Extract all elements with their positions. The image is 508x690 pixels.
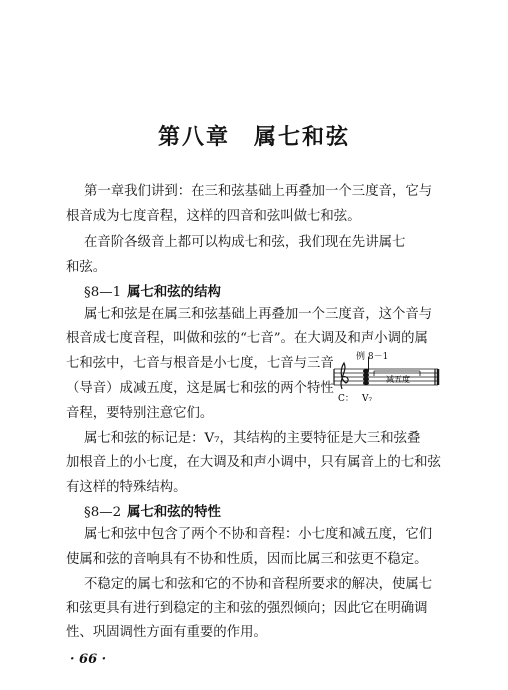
paragraph-line: 不稳定的属七和弦和它的不协和音程所要求的解决，使属七 bbox=[84, 577, 433, 592]
chapter-title: 第八章 属七和弦 bbox=[157, 124, 350, 150]
chord-symbol: V₇ bbox=[362, 394, 373, 404]
key-label: C： bbox=[338, 394, 354, 404]
paragraph-line: 使属和弦的音响具有不协和性质，因而比属三和弦更不稳定。 bbox=[66, 552, 428, 567]
page-number: · 66 · bbox=[70, 652, 107, 667]
section-heading-8-2 bbox=[84, 503, 440, 522]
paragraph-line: （导音）成减五度，这是属七和弦的两个特性 bbox=[66, 381, 334, 396]
paragraph-line: 和弦。 bbox=[66, 260, 107, 275]
paragraph-line: 音程，要特别注意它们。 bbox=[66, 406, 214, 421]
section-title: 属七和弦的特性 bbox=[127, 504, 221, 520]
section-title: 属七和弦的结构 bbox=[127, 284, 221, 300]
paragraph-line: 加根音上的小七度，在大调及和声小调中，只有属音上的七和弦 bbox=[66, 455, 441, 470]
example-label: 例 8－1 bbox=[356, 352, 389, 362]
section-number: §8—1 bbox=[84, 285, 122, 300]
bracket-label: 减五度 bbox=[386, 375, 410, 384]
staff-notation bbox=[330, 349, 442, 405]
music-example bbox=[330, 349, 442, 405]
paragraph-line: 和弦更具有进行到稳定的主和弦的强烈倾向；因此它在明确调 bbox=[66, 601, 428, 616]
paragraph-line: 性、巩固调性方面有重要的作用。 bbox=[66, 625, 267, 640]
paragraph-line: 属七和弦是在属三和弦基础上再叠加一个三度音，这个音与 bbox=[84, 307, 433, 322]
paragraph-line: 第一章我们讲到：在三和弦基础上再叠加一个三度音，它与 bbox=[84, 184, 433, 199]
section-heading-8-1 bbox=[84, 283, 440, 302]
paragraph-line: 属七和弦的标记是：V₇，其结构的主要特征是大三和弦叠 bbox=[84, 431, 421, 446]
paragraph-line: 根音成七度音程，叫做和弦的“七音”。在大调及和声小调的属 bbox=[66, 331, 428, 346]
paragraph-line: 根音成为七度音程，这样的四音和弦叫做七和弦。 bbox=[66, 209, 361, 224]
section-number: §8—2 bbox=[84, 505, 122, 520]
paragraph-line: 有这样的特殊结构。 bbox=[66, 480, 187, 495]
paragraph-line: 属七和弦中包含了两个不协和音程：小七度和减五度，它们 bbox=[84, 527, 433, 542]
paragraph-line: 在音阶各级音上都可以构成七和弦，我们现在先讲属七 bbox=[84, 235, 406, 250]
paragraph-line: 七和弦中，七音与根音是小七度，七音与三音 bbox=[66, 356, 334, 371]
